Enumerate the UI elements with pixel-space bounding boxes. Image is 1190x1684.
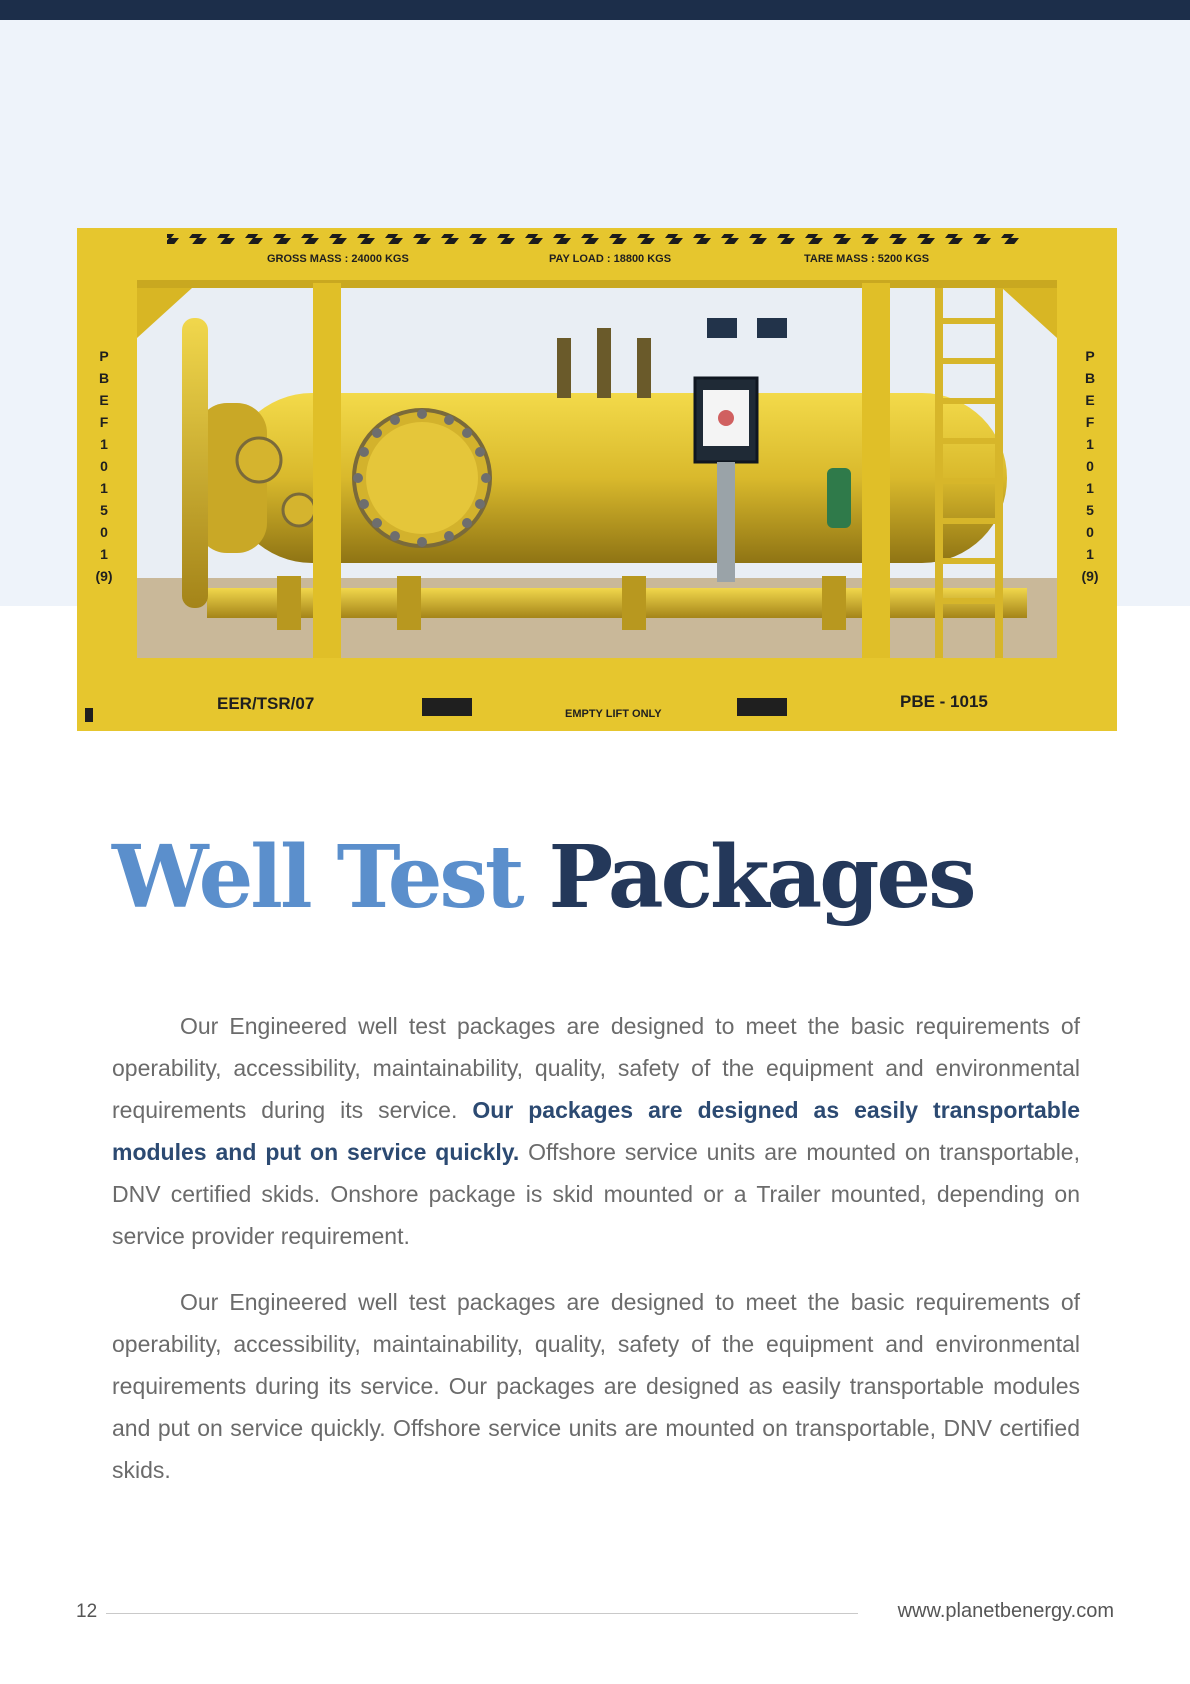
intro-text-start: Our Engineered well test packages are designed to meet the basic requirements of operability, accessibility, maintainability, quality, safety of the equipment and environmental requirements during its service.: [112, 1013, 1080, 1123]
unit-tag-right: PBE - 1015: [900, 692, 988, 711]
lift-warning: EMPTY LIFT ONLY: [565, 708, 662, 720]
top-bar: [0, 0, 1190, 20]
gross-mass-label: GROSS MASS : 24000 KGS: [267, 253, 409, 265]
title-part-dark: Packages: [548, 827, 974, 928]
title-part-light: Well Test: [112, 827, 522, 928]
frame-code-char: 1: [1086, 480, 1094, 496]
frame-code-char: 0: [1086, 458, 1094, 474]
frame-code-char: 1: [100, 480, 108, 496]
page-title: [112, 827, 974, 928]
pay-load-label: PAY LOAD : 18800 KGS: [549, 253, 672, 265]
intro-paragraph: [112, 1005, 1080, 1257]
second-paragraph-text: Our Engineered well test packages are designed to meet the basic requirements of operability, accessibility, maintainability, quality, safety of the equipment and environmental requirements during its service. Our packages are designed as easily transportable modules and put on service quickly. Offshore service units are mounted on transportable, DNV certified skids.: [112, 1289, 1080, 1483]
frame-code-char: 0: [1086, 524, 1094, 540]
second-paragraph: [112, 1281, 1080, 1491]
frame-code-char: E: [99, 392, 109, 408]
page-number: 12: [76, 1601, 98, 1622]
frame-code-char: 1: [100, 546, 108, 562]
frame-code-char: 5: [100, 502, 108, 518]
intro-highlight: Our packages are designed as easily transportable modules and put on service quickly.: [112, 1097, 1081, 1165]
frame-code-char: 1: [1086, 436, 1094, 452]
tare-mass-label: TARE MASS : 5200 KGS: [804, 253, 930, 265]
frame-code-char: 1: [1086, 546, 1094, 562]
frame-code-char: B: [1084, 370, 1096, 386]
frame-code-char: P: [1085, 348, 1095, 364]
frame-code-char: (9): [95, 568, 113, 584]
frame-code-char: 5: [1086, 502, 1094, 518]
frame-code-char: (9): [1081, 568, 1099, 584]
frame-code-char: P: [99, 348, 109, 364]
intro-text-end: Offshore service units are mounted on transportable, DNV certified skids. Onshore package is skid mounted or a Trailer mounted, depending on service provider requirement.: [112, 1139, 1080, 1249]
unit-tag-left: EER/TSR/07: [217, 694, 315, 713]
frame-code-char: 0: [100, 524, 108, 540]
footer-divider: [106, 1613, 858, 1614]
frame-code-char: F: [1085, 414, 1095, 430]
well-test-skid-photo: [77, 228, 1117, 731]
frame-code-char: B: [98, 370, 110, 386]
frame-code-char: 1: [100, 436, 108, 452]
frame-code-char: E: [1085, 392, 1095, 408]
frame-code-char: 0: [100, 458, 108, 474]
frame-code-char: F: [99, 414, 109, 430]
footer-website-link[interactable]: www.planetbenergy.com: [897, 1600, 1114, 1622]
